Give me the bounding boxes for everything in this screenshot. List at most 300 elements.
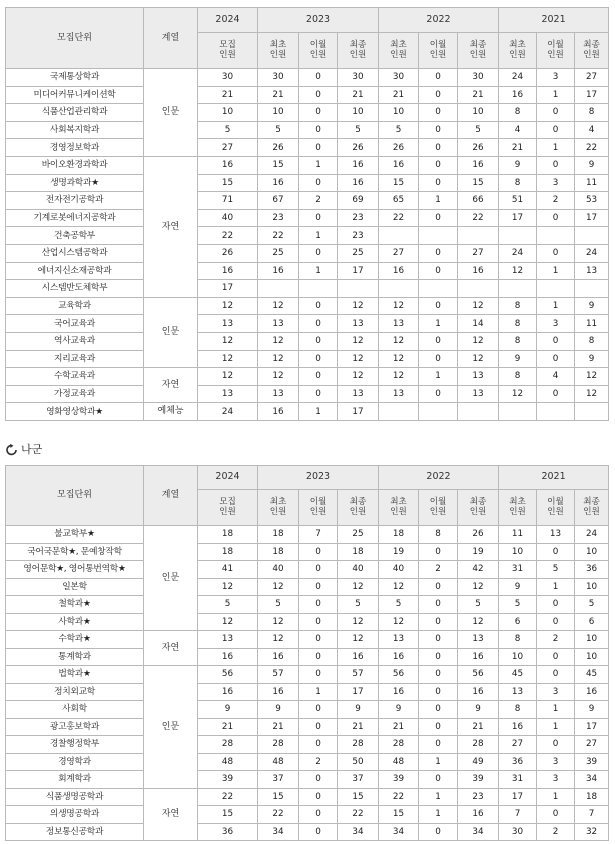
value-cell: 0: [299, 209, 338, 227]
value-cell: 22: [575, 139, 609, 157]
value-cell: 1: [419, 315, 458, 333]
value-cell: 13: [198, 385, 258, 403]
value-cell: 16: [458, 156, 499, 174]
table-row: [6, 596, 609, 614]
value-cell: 28: [379, 736, 419, 754]
dept-name: 일본학: [6, 578, 144, 596]
value-cell: 12: [458, 613, 499, 631]
dept-name: 불교학부★: [6, 526, 144, 544]
value-cell: 10: [499, 648, 537, 666]
value-cell: 0: [299, 332, 338, 350]
value-cell: 16: [258, 683, 299, 701]
value-cell: 13: [198, 315, 258, 333]
value-cell: 0: [419, 139, 458, 157]
table-row: [6, 683, 609, 701]
value-cell: 18: [258, 526, 299, 544]
value-cell: 10: [499, 543, 537, 561]
header-final: 최종 인원: [458, 33, 499, 69]
value-cell: 9: [575, 350, 609, 368]
arrow-circle-icon: [5, 444, 19, 456]
value-cell: 7: [299, 526, 338, 544]
value-cell: 18: [575, 788, 609, 806]
category-cell: 인문: [144, 666, 198, 789]
value-cell: 3: [537, 174, 575, 192]
value-cell: 30: [379, 69, 419, 87]
value-cell: 21: [379, 718, 419, 736]
header-moved: 이월 인원: [419, 33, 458, 69]
value-cell: 48: [258, 753, 299, 771]
value-cell: 18: [198, 526, 258, 544]
table-row: [6, 227, 609, 245]
value-cell: 7: [499, 806, 537, 824]
table-row: [6, 350, 609, 368]
value-cell: 11: [499, 526, 537, 544]
value-cell: 13: [458, 368, 499, 386]
value-cell: 0: [299, 771, 338, 789]
value-cell: 5: [338, 121, 379, 139]
value-cell: 12: [458, 332, 499, 350]
value-cell: 1: [537, 701, 575, 719]
value-cell: 1: [537, 788, 575, 806]
table-row: [6, 788, 609, 806]
value-cell: 16: [338, 174, 379, 192]
value-cell: [338, 280, 379, 298]
header-initial: 최초 인원: [258, 490, 299, 526]
value-cell: 25: [338, 526, 379, 544]
value-cell: 0: [299, 368, 338, 386]
value-cell: 0: [299, 121, 338, 139]
value-cell: 0: [299, 736, 338, 754]
value-cell: 16: [198, 262, 258, 280]
value-cell: 3: [537, 753, 575, 771]
dept-name: 광고홍보학과: [6, 718, 144, 736]
value-cell: 31: [499, 561, 537, 579]
dept-name: 교육학과: [6, 297, 144, 315]
table-row: [6, 403, 609, 421]
table-row: [6, 104, 609, 122]
table-row: [6, 192, 609, 210]
value-cell: 13: [458, 385, 499, 403]
value-cell: 39: [575, 753, 609, 771]
value-cell: 9: [499, 350, 537, 368]
value-cell: 0: [299, 69, 338, 87]
value-cell: 21: [338, 718, 379, 736]
value-cell: 15: [258, 156, 299, 174]
value-cell: 17: [338, 403, 379, 421]
value-cell: 0: [537, 104, 575, 122]
value-cell: 26: [258, 139, 299, 157]
table-row: [6, 209, 609, 227]
header-initial: 최초 인원: [258, 33, 299, 69]
value-cell: 30: [258, 69, 299, 87]
header-year-2021: 2021: [499, 466, 609, 490]
value-cell: 16: [379, 648, 419, 666]
table-row: [6, 771, 609, 789]
value-cell: 16: [338, 648, 379, 666]
value-cell: 0: [537, 385, 575, 403]
value-cell: 0: [299, 543, 338, 561]
value-cell: [379, 227, 419, 245]
value-cell: 16: [258, 648, 299, 666]
value-cell: 8: [499, 631, 537, 649]
table-row: [6, 613, 609, 631]
header-year-2022: 2022: [379, 466, 499, 490]
value-cell: 12: [198, 613, 258, 631]
value-cell: [458, 403, 499, 421]
value-cell: 26: [338, 139, 379, 157]
value-cell: 66: [458, 192, 499, 210]
value-cell: 0: [299, 823, 338, 841]
header-final: 최종 인원: [338, 490, 379, 526]
value-cell: 8: [499, 701, 537, 719]
value-cell: 0: [537, 648, 575, 666]
value-cell: 12: [379, 297, 419, 315]
dept-name: 기계로봇에너지공학과: [6, 209, 144, 227]
value-cell: 17: [575, 209, 609, 227]
value-cell: 25: [338, 244, 379, 262]
value-cell: 0: [299, 648, 338, 666]
value-cell: 53: [575, 192, 609, 210]
value-cell: 0: [299, 385, 338, 403]
category-cell: 자연: [144, 156, 198, 297]
value-cell: 23: [338, 227, 379, 245]
value-cell: 1: [299, 227, 338, 245]
value-cell: 0: [537, 666, 575, 684]
value-cell: 13: [258, 385, 299, 403]
category-cell: 인문: [144, 526, 198, 631]
value-cell: 34: [379, 823, 419, 841]
value-cell: 0: [419, 332, 458, 350]
value-cell: 0: [299, 701, 338, 719]
value-cell: 13: [338, 315, 379, 333]
value-cell: 0: [537, 613, 575, 631]
value-cell: 12: [338, 368, 379, 386]
value-cell: 17: [575, 86, 609, 104]
value-cell: 1: [419, 368, 458, 386]
value-cell: [299, 280, 338, 298]
header-initial: 최초 인원: [499, 490, 537, 526]
value-cell: 14: [458, 315, 499, 333]
value-cell: 22: [258, 227, 299, 245]
dept-name: 경찰행정학부: [6, 736, 144, 754]
value-cell: 40: [338, 561, 379, 579]
dept-name: 국어국문학★, 문예창작학: [6, 543, 144, 561]
value-cell: [575, 403, 609, 421]
value-cell: [537, 227, 575, 245]
value-cell: 15: [198, 806, 258, 824]
dept-name: 생명과학과★: [6, 174, 144, 192]
value-cell: 18: [338, 543, 379, 561]
table-row: [6, 648, 609, 666]
value-cell: 12: [258, 332, 299, 350]
table-row: [6, 526, 609, 544]
value-cell: 0: [299, 561, 338, 579]
value-cell: 12: [198, 350, 258, 368]
value-cell: 16: [379, 156, 419, 174]
value-cell: 4: [537, 368, 575, 386]
value-cell: 21: [458, 718, 499, 736]
value-cell: 40: [258, 561, 299, 579]
value-cell: 0: [419, 648, 458, 666]
value-cell: 2: [299, 753, 338, 771]
header-final: 최종 인원: [338, 33, 379, 69]
value-cell: 1: [537, 86, 575, 104]
value-cell: 67: [258, 192, 299, 210]
value-cell: 12: [458, 297, 499, 315]
value-cell: 12: [499, 385, 537, 403]
dept-name: 건축공학부: [6, 227, 144, 245]
header-initial: 최초 인원: [379, 490, 419, 526]
value-cell: 15: [458, 174, 499, 192]
dept-name: 산업시스템공학과: [6, 244, 144, 262]
value-cell: 16: [198, 648, 258, 666]
value-cell: 56: [379, 666, 419, 684]
value-cell: 24: [575, 244, 609, 262]
value-cell: 18: [379, 526, 419, 544]
value-cell: 49: [458, 753, 499, 771]
value-cell: 0: [537, 736, 575, 754]
value-cell: 26: [458, 139, 499, 157]
header-unit: 모집단위: [6, 466, 144, 526]
value-cell: 12: [499, 262, 537, 280]
value-cell: [499, 403, 537, 421]
value-cell: 17: [575, 718, 609, 736]
value-cell: 41: [198, 561, 258, 579]
value-cell: 13: [198, 631, 258, 649]
value-cell: 0: [419, 578, 458, 596]
value-cell: 36: [198, 823, 258, 841]
header-recruit: 모집 인원: [198, 490, 258, 526]
value-cell: 5: [198, 596, 258, 614]
value-cell: 16: [258, 262, 299, 280]
value-cell: 31: [499, 771, 537, 789]
value-cell: 21: [198, 86, 258, 104]
value-cell: 10: [458, 104, 499, 122]
value-cell: 17: [499, 788, 537, 806]
value-cell: 13: [379, 385, 419, 403]
value-cell: 12: [458, 350, 499, 368]
value-cell: 16: [458, 806, 499, 824]
header-category: 계열: [144, 466, 198, 526]
value-cell: 2: [299, 192, 338, 210]
value-cell: 0: [419, 596, 458, 614]
value-cell: 39: [458, 771, 499, 789]
header-category: 계열: [144, 8, 198, 69]
table-row: [6, 262, 609, 280]
dept-name: 통계학과: [6, 648, 144, 666]
value-cell: 10: [575, 578, 609, 596]
value-cell: 13: [338, 385, 379, 403]
value-cell: 9: [458, 701, 499, 719]
dept-name: 바이오환경과학과: [6, 156, 144, 174]
value-cell: 9: [575, 701, 609, 719]
value-cell: 17: [338, 683, 379, 701]
value-cell: 17: [338, 262, 379, 280]
value-cell: 27: [379, 244, 419, 262]
value-cell: 0: [419, 244, 458, 262]
value-cell: 1: [299, 403, 338, 421]
value-cell: 6: [575, 613, 609, 631]
value-cell: [419, 227, 458, 245]
value-cell: 21: [499, 139, 537, 157]
header-moved: 이월 인원: [537, 490, 575, 526]
value-cell: 12: [258, 631, 299, 649]
value-cell: 21: [198, 718, 258, 736]
value-cell: 0: [537, 156, 575, 174]
value-cell: 28: [198, 736, 258, 754]
value-cell: 28: [338, 736, 379, 754]
value-cell: 12: [338, 578, 379, 596]
dept-name: 정보통신공학과: [6, 823, 144, 841]
value-cell: 1: [537, 297, 575, 315]
value-cell: 0: [537, 806, 575, 824]
value-cell: 4: [499, 121, 537, 139]
value-cell: 39: [198, 771, 258, 789]
value-cell: 10: [258, 104, 299, 122]
table-row: [6, 701, 609, 719]
value-cell: 8: [499, 368, 537, 386]
value-cell: 5: [379, 121, 419, 139]
value-cell: 16: [458, 683, 499, 701]
header-year-2023: 2023: [258, 466, 379, 490]
value-cell: 16: [198, 683, 258, 701]
section-title-na-group: [5, 443, 42, 457]
value-cell: 15: [379, 174, 419, 192]
dept-name: 국어교육과: [6, 315, 144, 333]
value-cell: 34: [258, 823, 299, 841]
value-cell: 18: [258, 543, 299, 561]
value-cell: 22: [198, 788, 258, 806]
header-initial: 최초 인원: [499, 33, 537, 69]
dept-name: 시스템반도체학부: [6, 280, 144, 298]
value-cell: 0: [299, 315, 338, 333]
table-na-group: [5, 465, 609, 841]
value-cell: 23: [258, 209, 299, 227]
value-cell: 25: [258, 244, 299, 262]
value-cell: [258, 280, 299, 298]
dept-name: 경영학과: [6, 753, 144, 771]
header-year-2024: 2024: [198, 466, 258, 490]
value-cell: 7: [575, 806, 609, 824]
value-cell: 2: [419, 561, 458, 579]
value-cell: 24: [575, 526, 609, 544]
value-cell: [419, 280, 458, 298]
header-moved: 이월 인원: [419, 490, 458, 526]
value-cell: 32: [575, 823, 609, 841]
value-cell: 45: [575, 666, 609, 684]
value-cell: 2: [537, 192, 575, 210]
value-cell: 1: [537, 578, 575, 596]
table-row: [6, 736, 609, 754]
value-cell: 37: [258, 771, 299, 789]
value-cell: 39: [379, 771, 419, 789]
value-cell: 8: [419, 526, 458, 544]
value-cell: 0: [299, 596, 338, 614]
value-cell: [419, 403, 458, 421]
value-cell: 0: [419, 297, 458, 315]
category-cell: 자연: [144, 368, 198, 403]
value-cell: 9: [338, 701, 379, 719]
value-cell: 12: [258, 350, 299, 368]
value-cell: 16: [379, 683, 419, 701]
table-row: [6, 543, 609, 561]
value-cell: 56: [458, 666, 499, 684]
value-cell: 0: [419, 736, 458, 754]
value-cell: 15: [198, 174, 258, 192]
value-cell: 12: [338, 350, 379, 368]
value-cell: 5: [575, 596, 609, 614]
value-cell: 0: [299, 174, 338, 192]
header-year-2024: 2024: [198, 8, 258, 33]
value-cell: 1: [419, 806, 458, 824]
value-cell: 48: [379, 753, 419, 771]
value-cell: 27: [198, 139, 258, 157]
value-cell: 8: [499, 174, 537, 192]
value-cell: 27: [499, 736, 537, 754]
value-cell: 10: [198, 104, 258, 122]
value-cell: 0: [419, 104, 458, 122]
value-cell: 10: [575, 631, 609, 649]
section-title-text: 나군: [21, 443, 43, 456]
dept-name: 미디어커뮤니케이션학: [6, 86, 144, 104]
value-cell: 16: [198, 156, 258, 174]
value-cell: 13: [499, 683, 537, 701]
value-cell: 26: [198, 244, 258, 262]
value-cell: 12: [338, 297, 379, 315]
value-cell: 1: [299, 262, 338, 280]
header-moved: 이월 인원: [299, 33, 338, 69]
value-cell: 16: [379, 262, 419, 280]
value-cell: 21: [338, 86, 379, 104]
value-cell: 22: [458, 209, 499, 227]
header-moved: 이월 인원: [537, 33, 575, 69]
category-cell: 자연: [144, 631, 198, 666]
table-row: [6, 315, 609, 333]
value-cell: 12: [258, 297, 299, 315]
value-cell: 34: [575, 771, 609, 789]
value-cell: 69: [338, 192, 379, 210]
value-cell: 57: [338, 666, 379, 684]
value-cell: 34: [338, 823, 379, 841]
value-cell: 24: [499, 244, 537, 262]
value-cell: 16: [575, 683, 609, 701]
category-cell: 예체능: [144, 403, 198, 421]
category-cell: 자연: [144, 788, 198, 841]
value-cell: 1: [419, 753, 458, 771]
value-cell: [379, 280, 419, 298]
value-cell: 0: [537, 596, 575, 614]
table-row: [6, 385, 609, 403]
value-cell: 0: [419, 613, 458, 631]
value-cell: 22: [379, 209, 419, 227]
value-cell: 48: [198, 753, 258, 771]
value-cell: 8: [499, 297, 537, 315]
value-cell: 0: [537, 350, 575, 368]
value-cell: 1: [537, 139, 575, 157]
value-cell: 0: [419, 701, 458, 719]
value-cell: 3: [537, 315, 575, 333]
value-cell: 0: [537, 209, 575, 227]
value-cell: 5: [458, 121, 499, 139]
value-cell: 0: [299, 139, 338, 157]
value-cell: 26: [379, 139, 419, 157]
value-cell: 0: [419, 121, 458, 139]
value-cell: 34: [458, 823, 499, 841]
dept-name: 수학과★: [6, 631, 144, 649]
value-cell: 16: [338, 156, 379, 174]
table-row: [6, 631, 609, 649]
value-cell: 18: [198, 543, 258, 561]
